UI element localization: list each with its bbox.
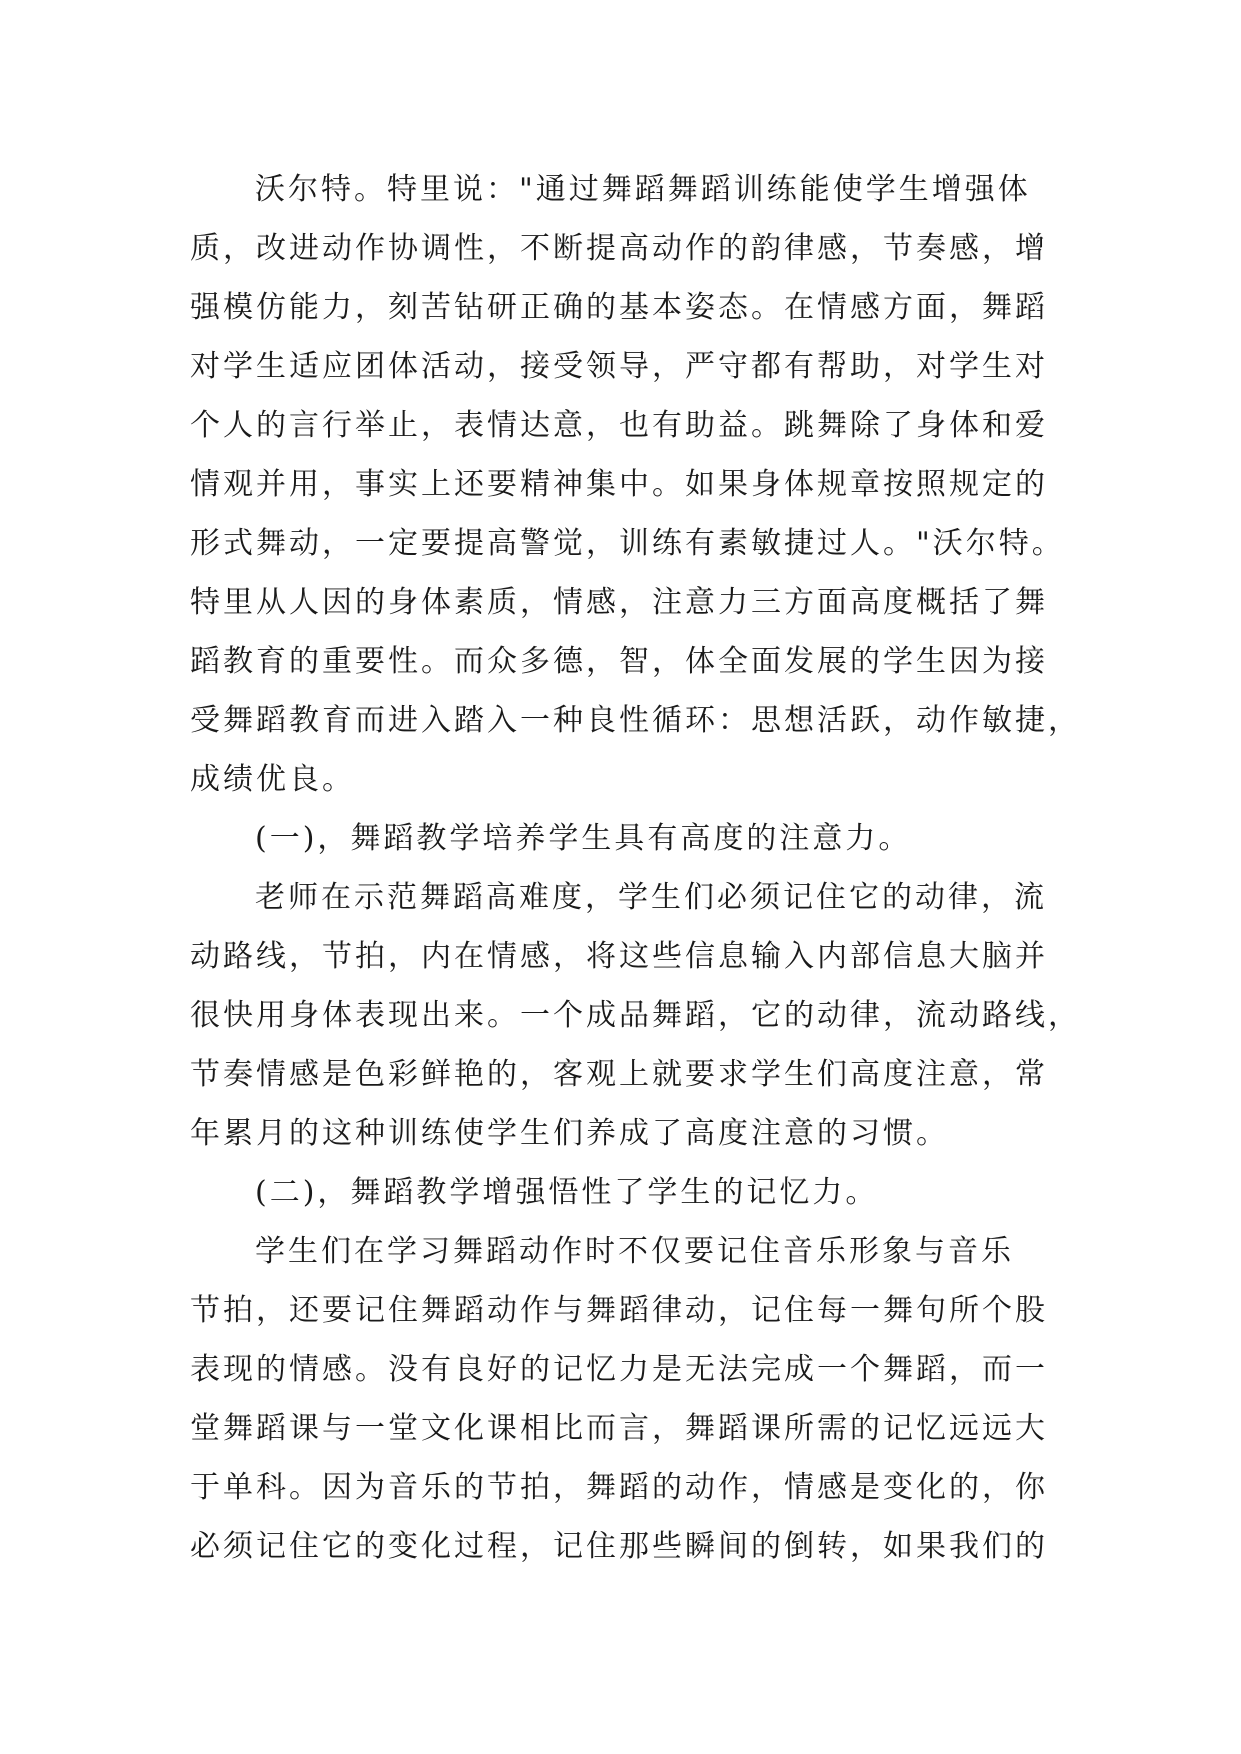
paragraph-line: 表现的情感。没有良好的记忆力是无法完成一个舞蹈，而一 bbox=[190, 1352, 1048, 1387]
paragraph-line: 堂舞蹈课与一堂文化课相比而言，舞蹈课所需的记忆远远大 bbox=[190, 1411, 1048, 1446]
paragraph-line: 节奏情感是色彩鲜艳的，客观上就要求学生们高度注意，常 bbox=[190, 1057, 1048, 1092]
section-heading: (二)，舞蹈教学增强悟性了学生的记忆力。 bbox=[255, 1175, 879, 1210]
paragraph-line: 形式舞动，一定要提高警觉，训练有素敏捷过人。"沃尔特。 bbox=[190, 526, 1065, 561]
paragraph-line: 很快用身体表现出来。一个成品舞蹈，它的动律，流动路线， bbox=[190, 998, 1081, 1033]
paragraph-line: 学生们在学习舞蹈动作时不仅要记住音乐形象与音乐 bbox=[255, 1234, 1014, 1269]
paragraph-line: 个人的言行举止，表情达意，也有助益。跳舞除了身体和爱 bbox=[190, 408, 1048, 443]
paragraph-line: 于单科。因为音乐的节拍，舞蹈的动作，情感是变化的，你 bbox=[190, 1470, 1048, 1505]
paragraph-line: 蹈教育的重要性。而众多德，智，体全面发展的学生因为接 bbox=[190, 644, 1048, 679]
paragraph-line: 质，改进动作协调性，不断提高动作的韵律感，节奏感，增 bbox=[190, 231, 1048, 266]
paragraph-line: 节拍，还要记住舞蹈动作与舞蹈律动，记住每一舞句所个股 bbox=[190, 1293, 1048, 1328]
section-heading: (一)，舞蹈教学培养学生具有高度的注意力。 bbox=[255, 821, 912, 856]
paragraph-line: 成绩优良。 bbox=[190, 762, 355, 797]
paragraph-line: 沃尔特。特里说："通过舞蹈舞蹈训练能使学生增强体 bbox=[255, 172, 1031, 207]
paragraph-line: 对学生适应团体活动，接受领导，严守都有帮助，对学生对 bbox=[190, 349, 1048, 384]
paragraph-line: 动路线，节拍，内在情感，将这些信息输入内部信息大脑并 bbox=[190, 939, 1048, 974]
paragraph-line: 受舞蹈教育而进入踏入一种良性循环：思想活跃，动作敏捷， bbox=[190, 703, 1081, 738]
paragraph-line: 特里从人因的身体素质，情感，注意力三方面高度概括了舞 bbox=[190, 585, 1048, 620]
paragraph-line: 强模仿能力，刻苦钻研正确的基本姿态。在情感方面，舞蹈 bbox=[190, 290, 1048, 325]
paragraph-line: 老师在示范舞蹈高难度，学生们必须记住它的动律，流 bbox=[255, 880, 1047, 915]
paragraph-line: 年累月的这种训练使学生们养成了高度注意的习惯。 bbox=[190, 1116, 949, 1151]
paragraph-line: 情观并用，事实上还要精神集中。如果身体规章按照规定的 bbox=[190, 467, 1048, 502]
body-text bbox=[190, 160, 1081, 1576]
paragraph-line: 必须记住它的变化过程，记住那些瞬间的倒转，如果我们的 bbox=[190, 1529, 1048, 1564]
